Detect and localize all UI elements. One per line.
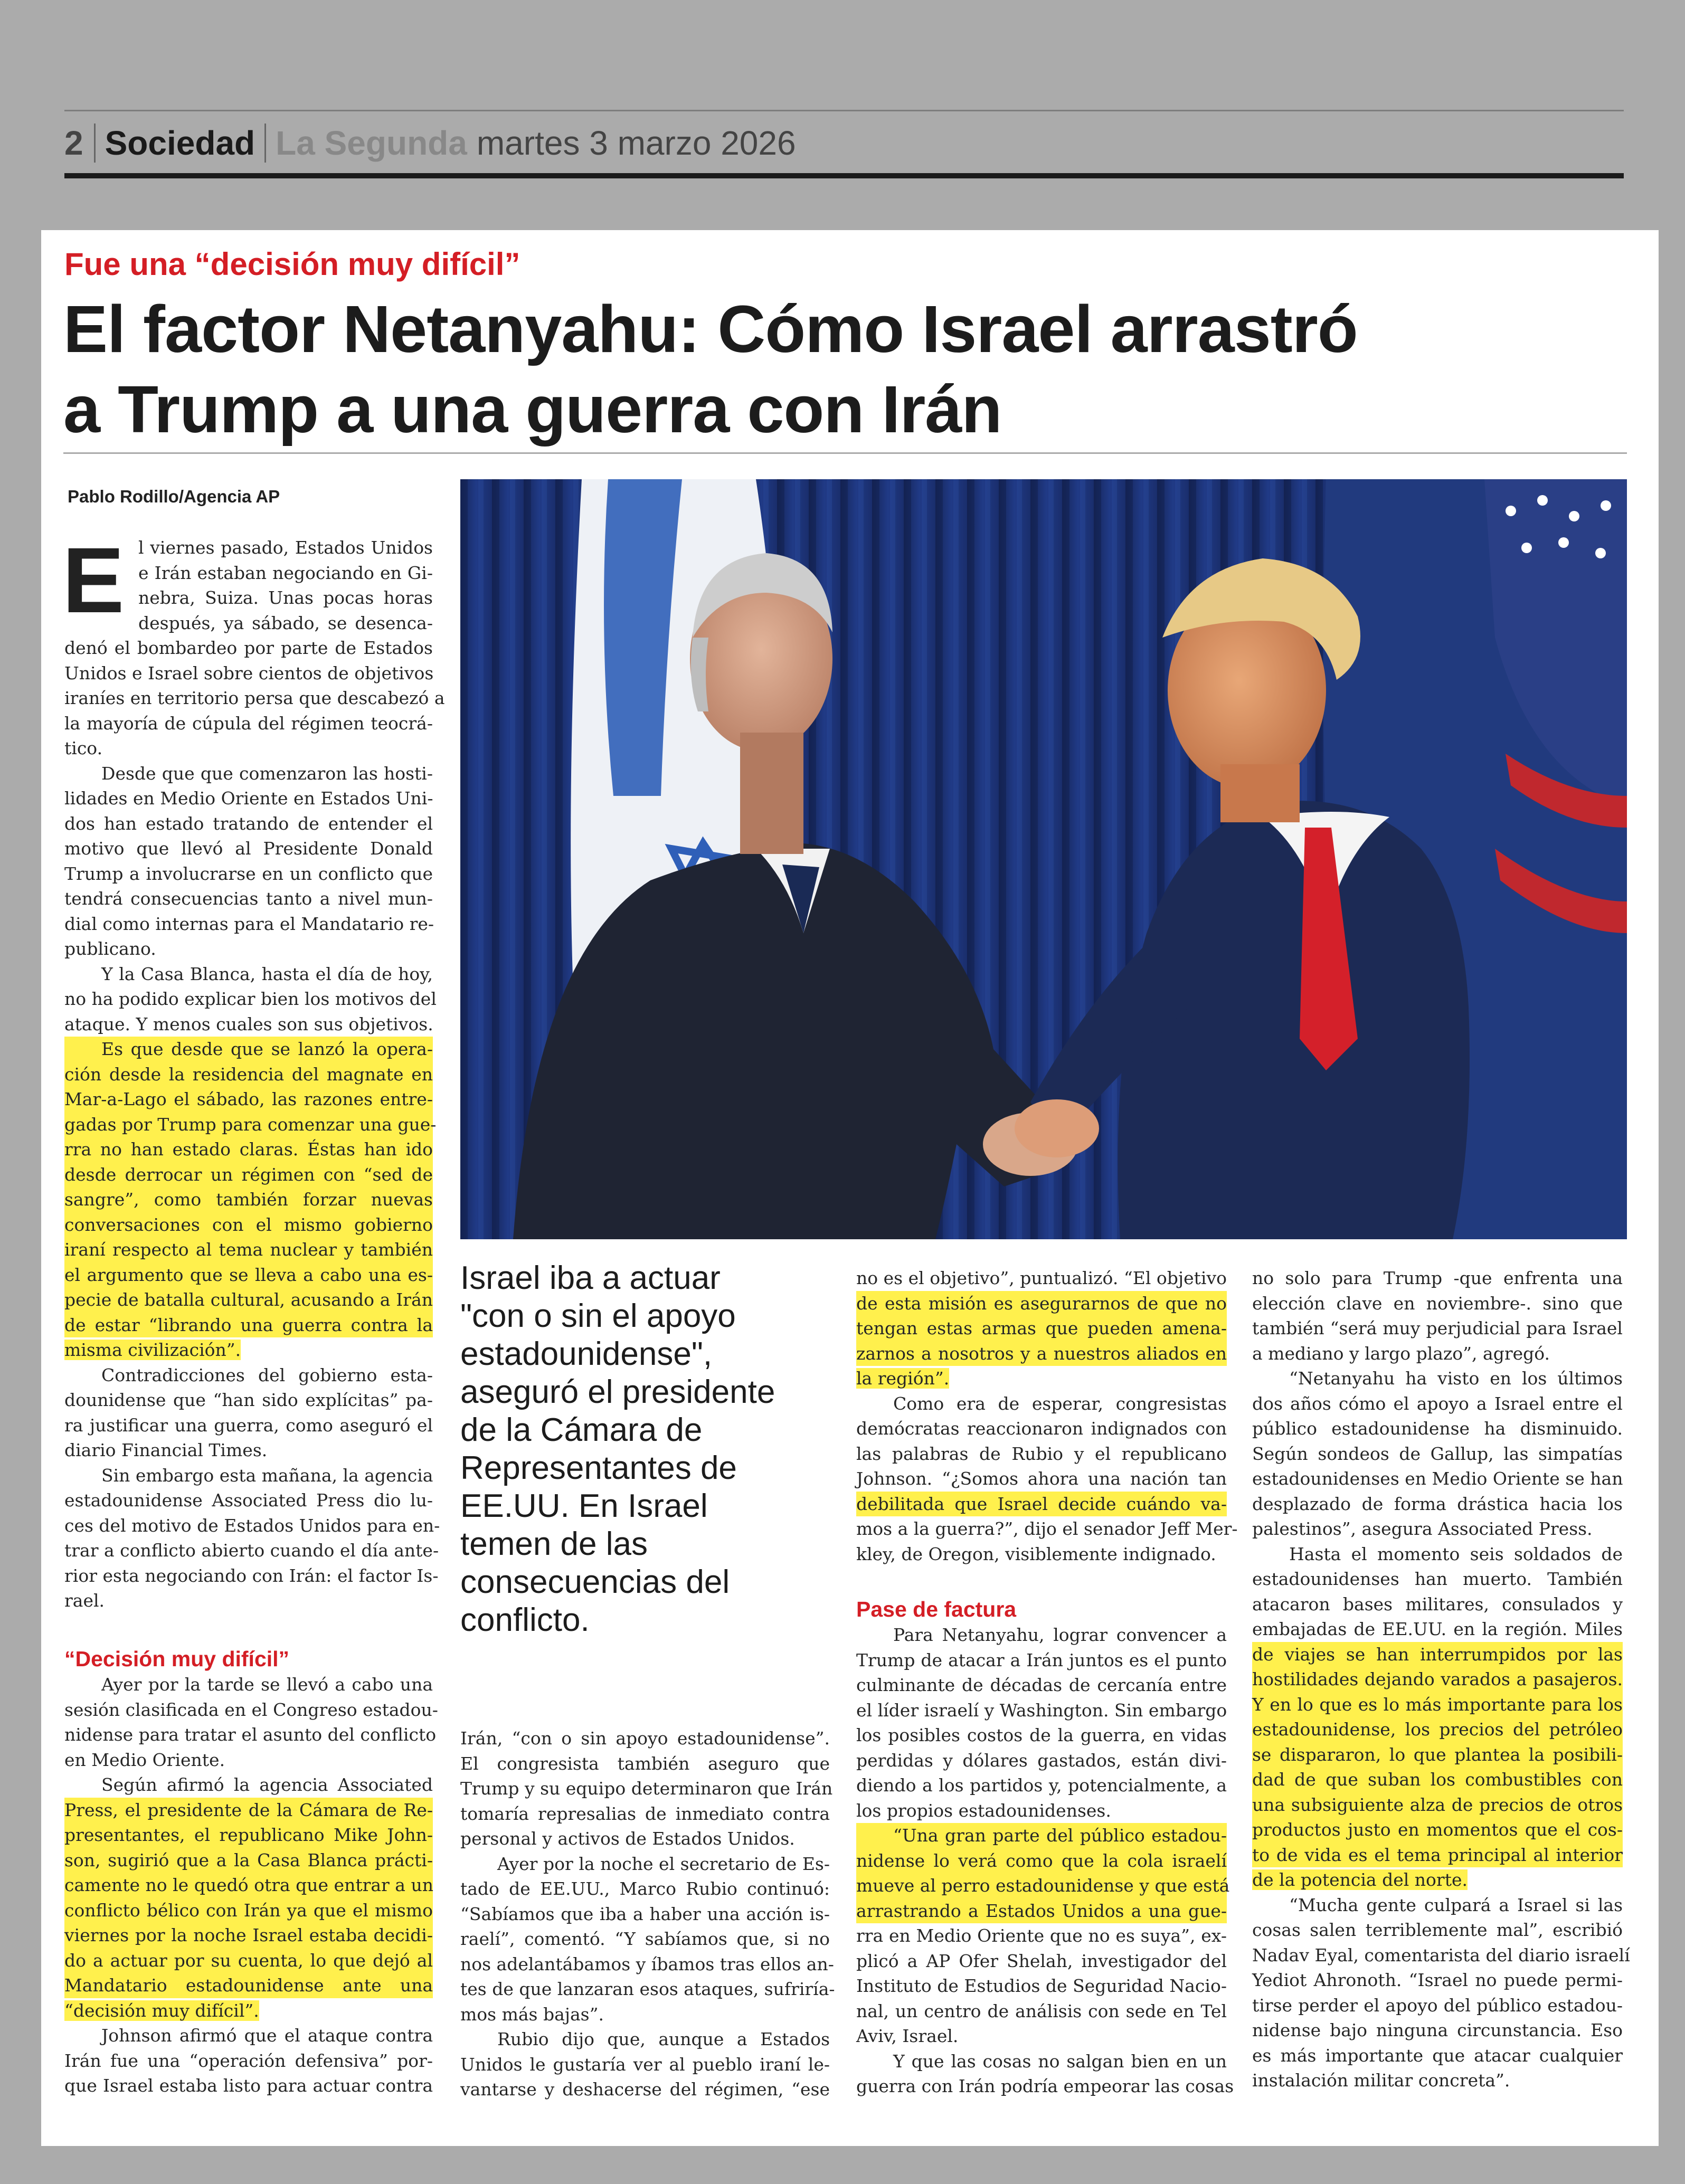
headline-line: El factor Netanyahu: Cómo Israel arrastró: [63, 292, 1358, 366]
article-headline: [63, 289, 1594, 450]
text-line: mos a la guerra?”, dijo el senador Jeff Mer-: [856, 1518, 1238, 1539]
text-line: diario Financial Times.: [64, 1440, 268, 1460]
text-line: no solo para Trump -que enfrenta una: [1252, 1268, 1623, 1288]
text-line: a mediano y largo plazo”, agregó.: [1252, 1343, 1550, 1364]
text-line: dos han estado tratando de entender el: [64, 813, 433, 834]
pull-quote-line: Israel iba a actuar: [460, 1260, 721, 1296]
highlighted-line: se dispararon, lo que plantea la posibili-: [1252, 1742, 1623, 1768]
highlighted-line: debilitada que Israel decide cuándo va-: [856, 1492, 1227, 1517]
article-column-1-lower: [64, 1646, 438, 2098]
text-line: Desde que que comenzaron las hosti-: [101, 763, 433, 784]
highlighted-line: [856, 1366, 1227, 1391]
highlighted-line: conversaciones con el mismo gobierno: [64, 1212, 433, 1238]
pull-quote-line: de la Cámara de: [460, 1412, 703, 1448]
text-line: también “será muy perjudicial para Israel: [1252, 1318, 1623, 1338]
text-line: no ha podido explicar bien los motivos del: [64, 989, 437, 1009]
text-line: los posibles costos de la guerra, en vidas: [856, 1725, 1227, 1745]
text-line: nebra, Suiza. Unas pocas horas: [138, 587, 433, 608]
highlighted-line: tengan estas armas que pueden amena-: [856, 1316, 1227, 1341]
highlighted-line: “Una gran parte del público estadou-: [856, 1823, 1227, 1848]
pull-quote-line: consecuencias del: [460, 1564, 730, 1600]
highlighted-line: mueve al perro estadounidense y que está: [856, 1873, 1227, 1898]
text-line: en Medio Oriente.: [64, 1749, 225, 1770]
text-line: Unidos e Israel sobre cientos de objetivos: [64, 662, 434, 683]
text-line: nos adelantábamos y íbamos tras ellos an-: [460, 1953, 834, 1974]
text-line: cosas salen terriblemente mal”, escribió: [1252, 1920, 1623, 1940]
highlighted-line: son, sugirió que a la Casa Blanca prácti-: [64, 1848, 433, 1873]
highlighted-line: gadas por Trump para comenzar una gue-: [64, 1112, 433, 1137]
text-line: Trump y su equipo determinaron que Irán: [460, 1778, 833, 1799]
text-line: tado de EE.UU., Marco Rubio continuó:: [460, 1878, 830, 1899]
pull-quote-line: "con o sin el apoyo: [460, 1298, 736, 1334]
highlighted-line: de esta misión es asegurarnos de que no: [856, 1291, 1227, 1316]
highlighted-line: conflicto bélico con Irán ya que el mismo: [64, 1898, 433, 1923]
highlighted-line: rra no han estado claras. Éstas han ido: [64, 1137, 433, 1162]
section-name: Sociedad: [96, 124, 267, 163]
text-line: “Sabíamos que iba a haber una acción is-: [460, 1903, 830, 1924]
highlighted-line: estadounidense, los precios del petróleo: [1252, 1717, 1623, 1742]
text-line: tendrá consecuencias tanto a nivel mun-: [64, 888, 433, 909]
highlighted-line: to de vida es el tema principal al interior: [1252, 1843, 1623, 1868]
text-line: Aviv, Israel.: [856, 2026, 959, 2046]
text-line: plicó a AP Ofer Shelah, investigador del: [856, 1950, 1227, 1971]
text-line: e Irán estaban negociando en Gi-: [138, 562, 433, 583]
text-line: nidense bajo ninguna circunstancia. Eso: [1252, 2020, 1623, 2040]
text-line: Ayer por la tarde se llevó a cabo una: [101, 1674, 433, 1695]
text-line: instalación militar concreta”.: [1252, 2070, 1510, 2091]
highlighted-line: viernes por la noche Israel estaba decidi-: [64, 1923, 433, 1948]
publication-date: martes 3 marzo 2026: [476, 124, 796, 162]
highlighted-line: de viajes se han interrumpidos por las: [1252, 1642, 1623, 1667]
text-line: l viernes pasado, Estados Unidos: [138, 537, 433, 558]
pull-quote-line: Representantes de: [460, 1450, 737, 1486]
publication-name: La Segunda: [276, 124, 467, 162]
pull-quote-line: EE.UU. En Israel: [460, 1488, 708, 1524]
masthead-bottom-rule: [64, 173, 1624, 178]
highlighted-line: Y en lo que es lo más importante para los: [1252, 1692, 1623, 1717]
highlighted-line: do a actuar por su cuenta, lo que dejó al: [64, 1948, 433, 1973]
text-line: Contradicciones del gobierno esta-: [101, 1364, 433, 1385]
text-line: rior esta negociando con Irán: el factor Is-: [64, 1565, 439, 1586]
text-line: desplazado de forma drástica hacia los: [1252, 1493, 1623, 1514]
byline: Pablo Rodillo/Agencia AP: [68, 487, 280, 506]
subhead-decision: “Decisión muy difícil”: [64, 1647, 290, 1671]
text-line: tico.: [64, 738, 103, 758]
highlighted-line: una subsiguiente alza de precios de otros: [1252, 1792, 1623, 1818]
highlighted-line: Press, el presidente de la Cámara de Re-: [64, 1798, 433, 1823]
text-line: Instituto de Estudios de Seguridad Nacio-: [856, 1976, 1227, 1996]
highlight-span: misma civilización”.: [64, 1340, 241, 1360]
article-column-3-upper: [856, 1266, 1238, 1566]
text-line: publicano.: [64, 938, 156, 959]
text-line: iraníes en territorio persa que descabezó a: [64, 688, 445, 708]
masthead-top-rule: [64, 110, 1624, 111]
text-line: “Mucha gente culpará a Israel si las: [1289, 1894, 1623, 1915]
masthead: [64, 110, 1624, 179]
text-line: Nadav Eyal, comentarista del diario israelí: [1252, 1944, 1630, 1965]
highlighted-line: presentantes, el republicano Mike John-: [64, 1822, 433, 1848]
text-line: mos más bajas”.: [460, 2003, 604, 2025]
text-line: elección clave en noviembre-. sino que: [1252, 1293, 1623, 1314]
text-line: tirse perder el apoyo del público estadou-: [1252, 1995, 1623, 2016]
highlighted-line: Mar-a-Lago el sábado, las razones entre-: [64, 1087, 433, 1112]
text-line: [856, 1266, 1227, 1291]
text-line: diendo a los partidos y, potencialmente, a: [856, 1775, 1227, 1796]
pull-quote-line: estadounidense",: [460, 1336, 713, 1372]
text-line: nidense para tratar el asunto del conflicto: [64, 1724, 437, 1745]
text-line: el líder israelí y Washington. Sin embargo: [856, 1699, 1227, 1721]
text-line: “Netanyahu ha visto en los últimos: [1289, 1368, 1623, 1389]
highlighted-line: camente no le quedó otra que entrar a un: [64, 1873, 433, 1898]
highlighted-line: [64, 1998, 433, 2024]
highlighted-line: Mandatario estadounidense ante una: [64, 1973, 433, 1998]
text-line: Irán, “con o sin apoyo estadounidense”.: [460, 1728, 830, 1749]
highlighted-line: arrastrando a Estados Unidos a una gue-: [856, 1898, 1227, 1924]
text-line: sesión clasificada en el Congreso estadou-: [64, 1699, 438, 1720]
article-kicker: Fue una “decisión muy difícil”: [64, 246, 520, 282]
text-line: personal y activos de Estados Unidos.: [460, 1828, 795, 1849]
headline-divider: [63, 452, 1627, 454]
text-line: ataque. Y menos cuales son sus objetivos.: [64, 1013, 433, 1034]
text-line: tes de que lanzaran esos ataques, sufriría-: [460, 1979, 835, 1999]
highlighted-line: productos justo en momentos que el cos-: [1252, 1817, 1623, 1843]
article-photo: [460, 479, 1627, 1239]
text-line: después, ya sábado, se desenca-: [138, 612, 433, 633]
text-line: El congresista también aseguro que: [460, 1753, 830, 1774]
text-line: dos años cómo el apoyo a Israel entre el: [1252, 1393, 1623, 1414]
text-line: Sin embargo esta mañana, la agencia: [101, 1465, 433, 1486]
highlighted-line: dad de que suban los combustibles con: [1252, 1767, 1623, 1792]
text-line: estadounidense Associated Press dio lu-: [64, 1490, 433, 1511]
text-line: Ayer por la noche el secretario de Es-: [497, 1853, 830, 1874]
text-line: motivo que llevó al Presidente Donald: [64, 838, 433, 859]
text-line: dial como internas para el Mandatario re-: [64, 913, 434, 934]
highlight-span: de la potencia del norte.: [1252, 1869, 1468, 1890]
text-line: Unidos le gustaría ver al pueblo iraní le-: [460, 2054, 830, 2075]
highlighted-line: nidense lo verá como que la cola israelí: [856, 1848, 1227, 1874]
masthead-row: [64, 119, 796, 167]
text-line: nal, un centro de análisis con sede en Tel: [856, 2000, 1227, 2021]
text-line: Según afirmó la agencia Associated: [101, 1774, 433, 1795]
text-line: guerra con Irán podría empeorar las cosas: [856, 2076, 1234, 2096]
page-number: 2: [64, 124, 96, 163]
text-line: embajadas de EE.UU. en la región. Miles: [1252, 1619, 1623, 1639]
text-line: demócratas reaccionaron indignados con: [856, 1418, 1227, 1439]
subhead-factura: Pase de factura: [856, 1597, 1017, 1621]
text-line: la mayoría de cúpula del régimen teocrá-: [64, 713, 433, 734]
text-line: atacaron bases militares, consulados y: [1252, 1593, 1623, 1615]
pull-quote-line: aseguró el presidente: [460, 1374, 775, 1410]
pull-quote-line: conflicto.: [460, 1602, 590, 1638]
highlighted-line: sangre”, como también forzar nuevas: [64, 1187, 433, 1212]
text-line: Hasta el momento seis soldados de: [1289, 1543, 1623, 1564]
text-line: estadounidenses en Medio Oriente se han: [1252, 1468, 1623, 1489]
text-line: trar a conflicto abierto cuando el día ante-: [64, 1540, 439, 1561]
text-line: dounidense que “han sido explícitas” pa-: [64, 1390, 433, 1410]
highlighted-line: pecie de batalla cultural, acusando a Irán: [64, 1287, 433, 1313]
highlighted-line: hostilidades dejando varados a pasajeros.: [1252, 1667, 1623, 1692]
highlighted-line: iraní respecto al tema nuclear y también: [64, 1237, 433, 1262]
text-line: Y que las cosas no salgan bien en un: [893, 2050, 1227, 2072]
text-span: no es el objetivo”, puntualizó. “El objetivo: [856, 1268, 1227, 1288]
highlighted-line: ción desde la residencia del magnate en: [64, 1062, 433, 1087]
text-line: público estadounidense ha disminuido.: [1252, 1418, 1623, 1439]
text-line: Como era de esperar, congresistas: [893, 1393, 1227, 1414]
article-column-1-upper: [62, 529, 445, 1613]
text-line: raelí”, comentó. “Y sabíamos que, si no: [460, 1929, 830, 1949]
text-line: kley, de Oregon, visiblemente indignado.: [856, 1543, 1216, 1564]
text-line: Johnson afirmó que el ataque contra: [101, 2025, 433, 2046]
text-line: palestinos”, asegura Associated Press.: [1252, 1518, 1593, 1539]
highlighted-line: [1252, 1867, 1623, 1893]
text-line: ces del motivo de Estados Unidos para en-: [64, 1515, 440, 1536]
highlighted-line: zarnos a nosotros y a nuestros aliados en: [856, 1341, 1227, 1366]
text-line: Rubio dijo que, aunque a Estados: [497, 2029, 830, 2049]
article-column-2: [460, 1726, 835, 2102]
text-line: Según sondeos de Gallup, las simpatías: [1252, 1443, 1623, 1464]
article-column-4: [1252, 1266, 1630, 2093]
text-line: Trump de atacar a Irán juntos es el punto: [856, 1649, 1227, 1670]
text-line: Para Netanyahu, lograr convencer a: [893, 1625, 1227, 1645]
highlighted-line: el argumento que se lleva a cabo una es-: [64, 1262, 433, 1288]
text-line: es más importante que atacar cualquier: [1252, 2045, 1623, 2066]
text-line: Irán fue una “operación defensiva” por-: [64, 2050, 433, 2071]
pull-quote: [460, 1259, 819, 1639]
text-line: vantarse y deshacerse del régimen, “ese: [460, 2079, 830, 2100]
highlight-span: la región”.: [856, 1368, 950, 1389]
text-line: las palabras de Rubio y el republicano: [856, 1443, 1227, 1464]
text-line: tomaría represalias de inmediato contra: [460, 1803, 830, 1824]
highlighted-line: desde derrocar un régimen con “sed de: [64, 1162, 433, 1188]
text-line: Johnson. “¿Somos ahora una nación tan: [856, 1468, 1227, 1489]
text-line: lidades en Medio Oriente en Estados Uni-: [64, 788, 433, 809]
text-line: Yediot Ahronoth. “Israel no puede permi-: [1252, 1970, 1623, 1990]
drop-cap: E: [62, 529, 125, 632]
text-line: estadounidenses han muerto. También: [1252, 1569, 1623, 1589]
text-line: Y la Casa Blanca, hasta el día de hoy,: [101, 963, 433, 984]
text-line: rra en Medio Oriente que no es suya”, ex-: [856, 1925, 1227, 1946]
highlighted-line: [64, 1337, 433, 1363]
text-line: culminante de décadas de cercanía entre: [856, 1675, 1227, 1695]
text-line: perdidas y dólares gastados, están divi-: [856, 1750, 1227, 1771]
text-line: rael.: [64, 1590, 105, 1611]
text-line: ra justificar una guerra, como aseguró el: [64, 1414, 433, 1436]
highlighted-line: Es que desde que se lanzó la opera-: [64, 1037, 433, 1062]
text-line: los propios estadounidenses.: [856, 1800, 1111, 1821]
highlight-span: “decisión muy difícil”.: [64, 2000, 259, 2021]
text-line: que Israel estaba listo para actuar contra: [64, 2075, 433, 2096]
text-line: Trump a involucrarse en un conflicto que: [64, 863, 433, 884]
article-column-3-lower: [856, 1596, 1234, 2099]
highlighted-line: de estar “librando una guerra contra la: [64, 1313, 433, 1338]
pull-quote-line: temen de las: [460, 1526, 648, 1562]
headline-line: a Trump a una guerra con Irán: [63, 372, 1002, 447]
text-line: denó el bombardeo por parte de Estados: [64, 638, 433, 658]
